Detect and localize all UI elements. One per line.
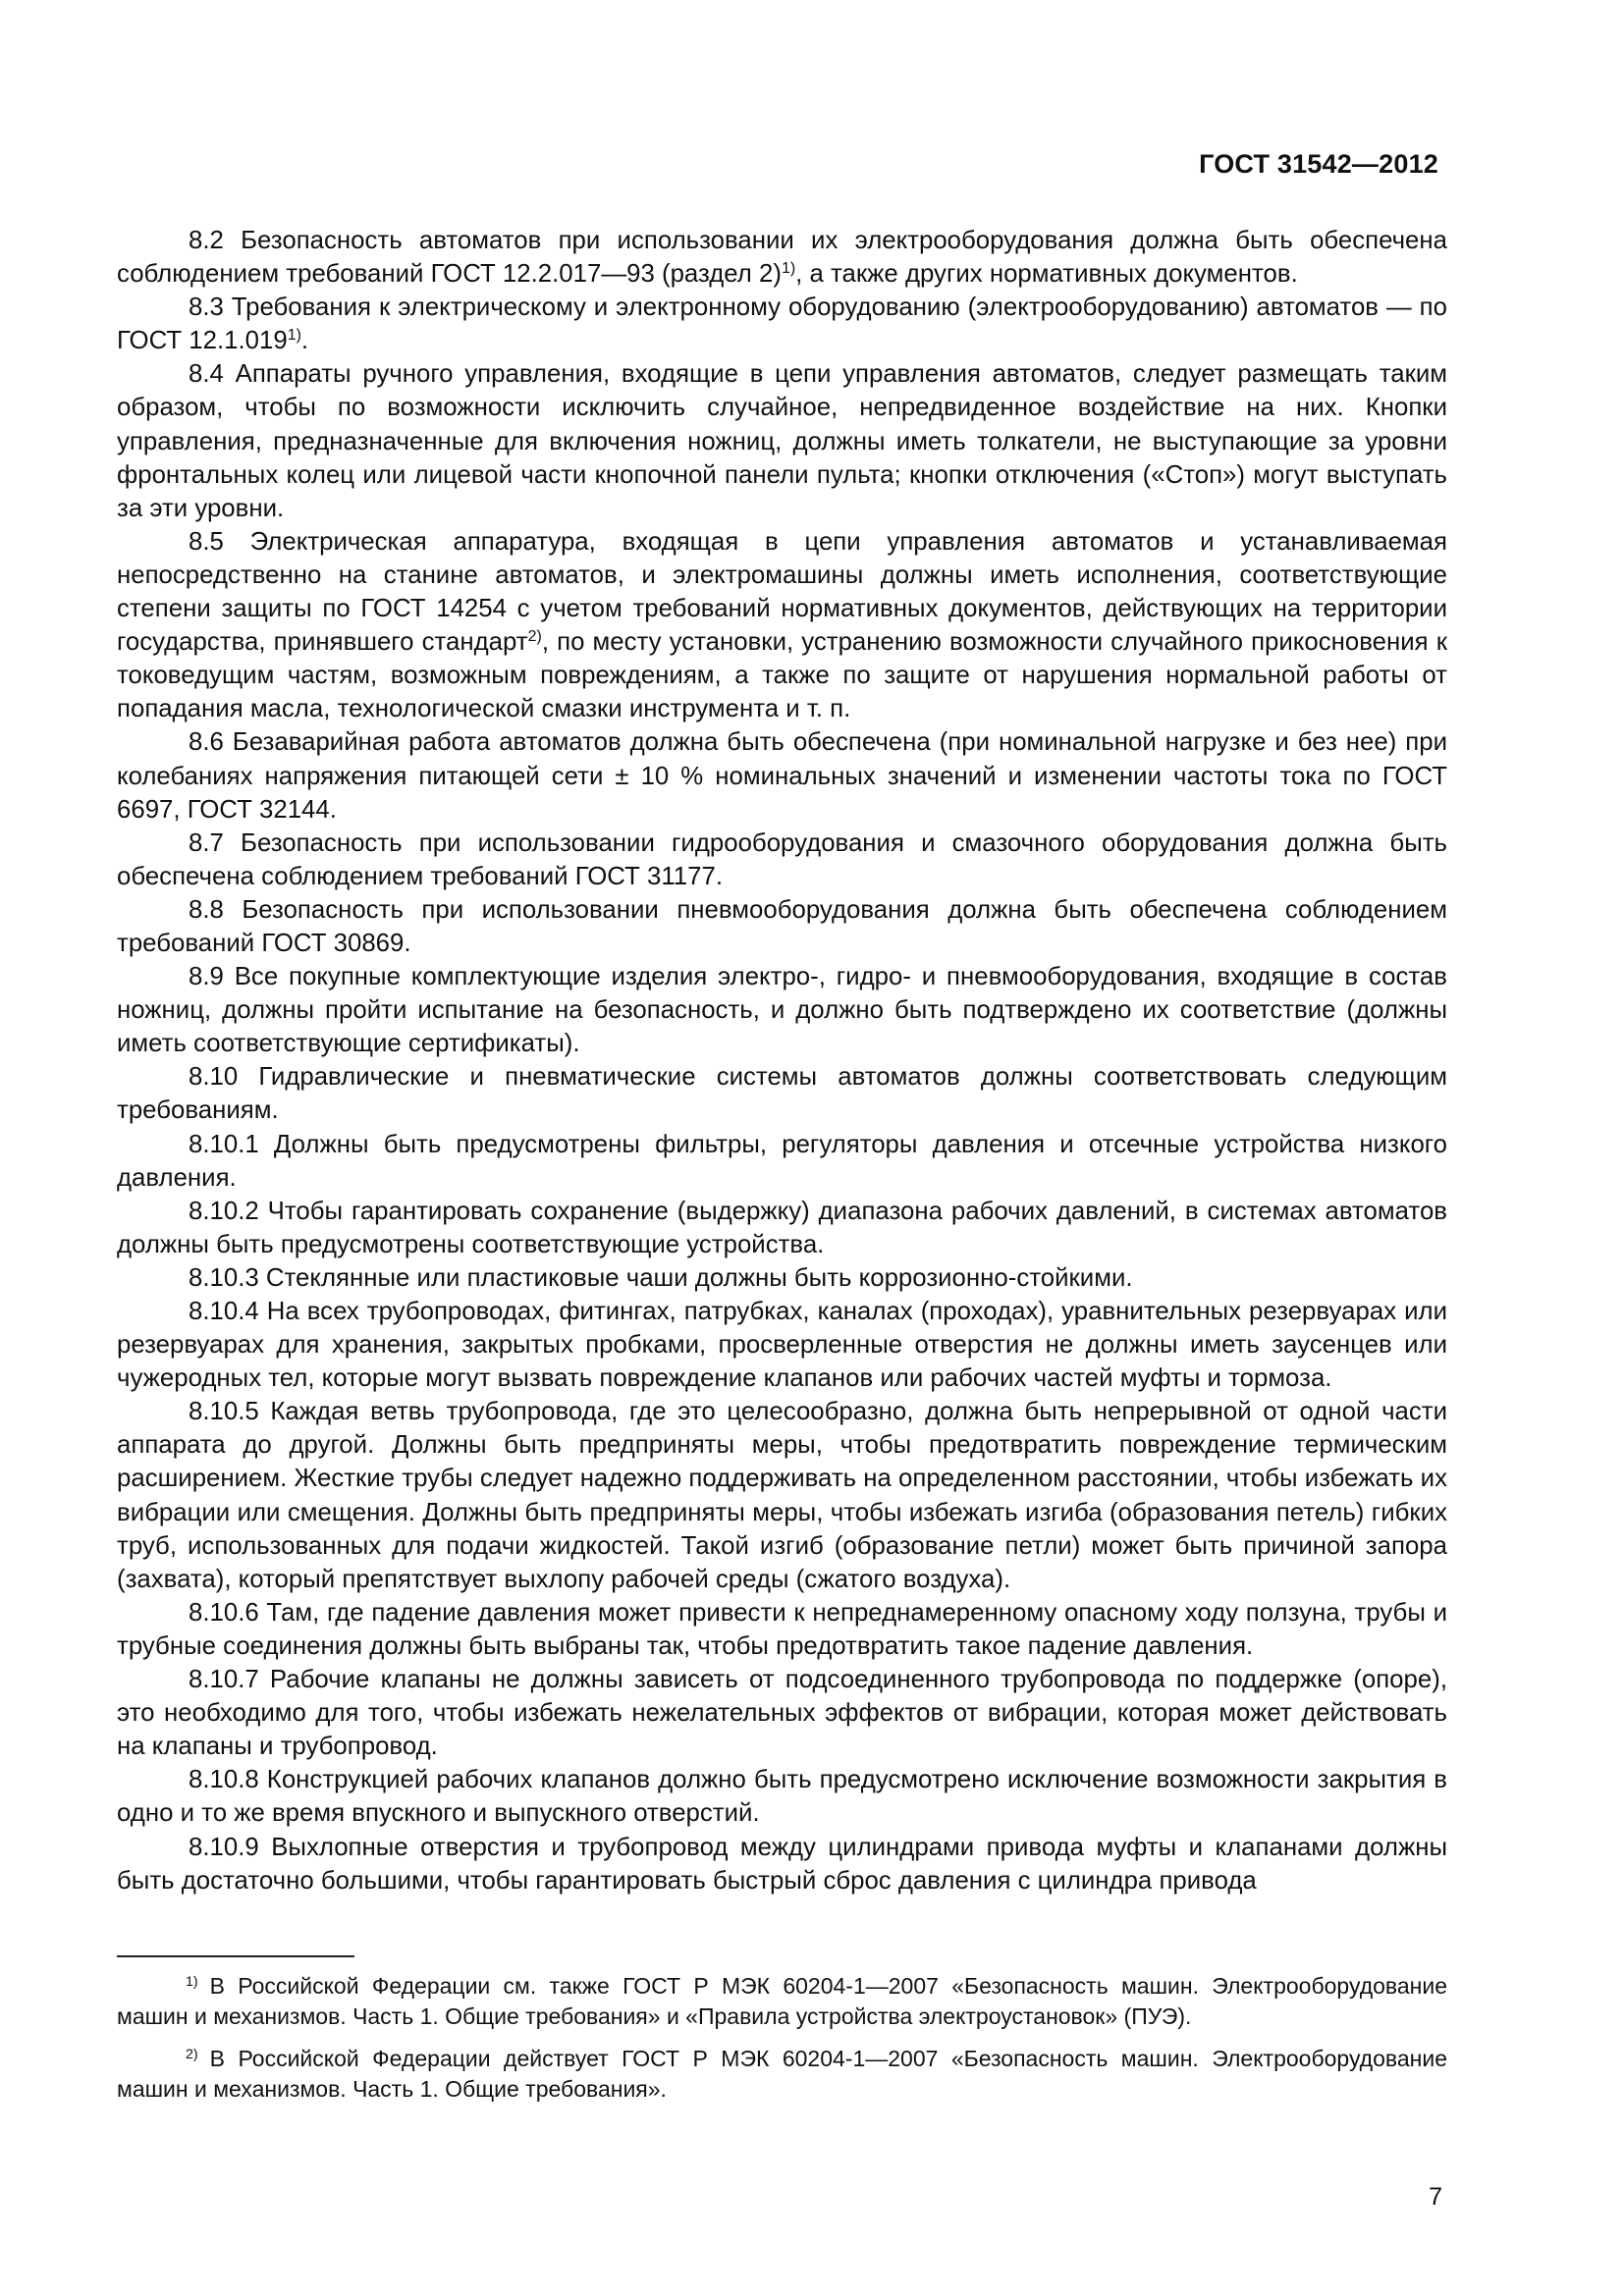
- paragraph-text: 8.6 Безаварийная работа автоматов должна быть обеспечена (при номинальной нагрузке и без нее) при колебаниях напряжения питающей сети ± 10 % номинальных значений и изменении частоты тока по ГОСТ 6697, ГОСТ 32144.: [117, 728, 1447, 824]
- footnote-2: [117, 2044, 1447, 2105]
- paragraph-8-8: [117, 893, 1447, 960]
- paragraph-8-4: [117, 357, 1447, 524]
- paragraph-text: 8.7 Безопасность при использовании гидрооборудования и смазочного оборудования должна быть обеспечена соблюдением требований ГОСТ 31177.: [117, 828, 1447, 890]
- paragraph-8-10: [117, 1060, 1447, 1127]
- paragraph-8-10-2: [117, 1195, 1447, 1261]
- paragraph-8-10-7: [117, 1663, 1447, 1763]
- paragraph-text: 8.10.1 Должны быть предусмотрены фильтры, регуляторы давления и отсечные устройства низкого давления.: [117, 1130, 1447, 1192]
- footnote-text: В Российской Федерации см. также ГОСТ Р МЭК 60204-1—2007 «Безопасность машин. Электрооборудование машин и механизмов. Часть 1. Общие требования» и «Правила устройства электроустановок» (ПУЭ).: [117, 1973, 1447, 2029]
- paragraph-text: 8.3 Требования к электрическому и электронному оборудованию (электрооборудованию) автоматов — по ГОСТ 12.1.019: [117, 294, 1447, 355]
- paragraph-text: 8.4 Аппараты ручного управления, входящие в цепи управления автоматов, следует размещать таким образом, чтобы по возможности исключить случайное, непредвиденное воздействие на них. Кнопки управления, предназначенные для включения ножниц, должны иметь толкатели, не выступающие за уровни фронтальных колец или лицевой части кнопочной панели пульта; кнопки отключения («Стоп») могут выступать за эти уровни.: [117, 360, 1447, 522]
- footnote-ref: 2): [527, 628, 542, 646]
- paragraph-8-10-6: [117, 1596, 1447, 1663]
- paragraph-text: 8.5 Электрическая аппаратура, входящая в цепи управления автоматов и устанавливаемая непосредственно на станине автоматов, и электромашины должны иметь исполнения, соответствующие степени защиты по ГОСТ 14254 с учетом требований нормативных документов, действующих на территории государства, принявшего стандарт: [117, 527, 1447, 657]
- footnote-1: [117, 1971, 1447, 2032]
- paragraph-text: 8.10.4 На всех трубопроводах, фитингах, патрубках, каналах (проходах), уравнительных резервуарах или резервуарах для хранения, закрытых пробками, просверленные отверстия не должны иметь заусенцев или чужеродных тел, которые могут вызвать повреждение клапанов или рабочих частей муфты и тормоза.: [117, 1298, 1447, 1393]
- paragraph-text: , а также других нормативных документов.: [795, 260, 1298, 289]
- paragraph-8-10-3: [117, 1261, 1447, 1295]
- paragraph-text: 8.8 Безопасность при использовании пневмооборудования должна быть обеспечена соблюдением требований ГОСТ 30869.: [117, 895, 1447, 957]
- paragraph-8-9: [117, 960, 1447, 1060]
- paragraph-text: 8.2 Безопасность автоматов при использовании их электрооборудования должна быть обеспечена соблюдением требований ГОСТ 12.2.017—93 (раздел 2): [117, 227, 1447, 289]
- footnotes: [117, 1971, 1447, 2116]
- footnote-ref: 1): [287, 327, 301, 345]
- paragraph-8-10-1: [117, 1128, 1447, 1195]
- paragraph-text: 8.10.3 Стеклянные или пластиковые чаши должны быть коррозионно-стойкими.: [189, 1263, 1133, 1292]
- paragraph-8-5: [117, 525, 1447, 726]
- body-text: [117, 224, 1447, 1897]
- footnote-text: В Российской Федерации действует ГОСТ Р МЭК 60204-1—2007 «Безопасность машин. Электрооборудование машин и механизмов. Часть 1. Общие требования».: [117, 2046, 1447, 2102]
- paragraph-text: 8.10.5 Каждая ветвь трубопровода, где это целесообразно, должна быть непрерывной от одной части аппарата до другой. Должны быть предприняты меры, чтобы предотвратить повреждение термическим расширением. Жесткие трубы следует надежно поддерживать на определенном расстоянии, чтобы избежать их вибрации или смещения. Должны быть предприняты меры, чтобы избежать изгиба (образования петель) гибких труб, использованных для подачи жидкостей. Такой изгиб (образование петли) может быть причиной запора (захвата), который препятствует выхлопу рабочей среды (сжатого воздуха).: [117, 1398, 1447, 1593]
- paragraph-text: 8.10.8 Конструкцией рабочих клапанов должно быть предусмотрено исключение возможности закрытия в одно и то же время впускного и выпускного отверстий.: [117, 1766, 1447, 1828]
- footnote-mark: 2): [186, 2047, 198, 2063]
- paragraph-8-6: [117, 725, 1447, 826]
- paragraph-text: 8.10.9 Выхлопные отверстия и трубопровод между цилиндрами привода муфты и клапанами должны быть достаточно большими, чтобы гарантировать быстрый сброс давления с цилиндра привода: [117, 1833, 1447, 1895]
- paragraph-8-10-8: [117, 1763, 1447, 1830]
- paragraph-8-10-9: [117, 1831, 1447, 1897]
- paragraph-text: 8.10 Гидравлические и пневматические системы автоматов должны соответствовать следующим требованиям.: [117, 1063, 1447, 1125]
- paragraph-text: .: [300, 327, 309, 355]
- paragraph-text: 8.10.7 Рабочие клапаны не должны зависеть от подсоединенного трубопровода по поддержке (опоре), это необходимо для того, чтобы избежать нежелательных эффектов от вибрации, которая может действовать на клапаны и трубопровод.: [117, 1666, 1447, 1761]
- footnote-ref: 1): [781, 260, 796, 278]
- page-number: 7: [1429, 2183, 1442, 2211]
- footnote-divider: [117, 1955, 354, 1957]
- document-code: ГОСТ 31542—2012: [1199, 149, 1438, 179]
- paragraph-text: 8.10.6 Там, где падение давления может привести к непреднамеренному опасному ходу ползуна, трубы и трубные соединения должны быть выбраны так, чтобы предотвратить такое падение давления.: [117, 1598, 1447, 1660]
- paragraph-text: 8.9 Все покупные комплектующие изделия электро-, гидро- и пневмооборудования, входящие в состав ножниц, должны пройти испытание на безопасность, и должно быть подтверждено их соответствие (должны иметь соответствующие сертификаты).: [117, 963, 1447, 1058]
- footnote-mark: 1): [186, 1974, 198, 1991]
- paragraph-text: 8.10.2 Чтобы гарантировать сохранение (выдержку) диапазона рабочих давлений, в системах автоматов должны быть предусмотрены соответствующие устройства.: [117, 1197, 1447, 1258]
- paragraph-8-3: [117, 291, 1447, 357]
- paragraph-text: , по месту установки, устранению возможности случайного прикосновения к токоведущим частям, возможным повреждениям, а также по защите от нарушения нормальной работы от попадания масла, технологической смазки инструмента и т. п.: [117, 628, 1447, 723]
- paragraph-8-10-5: [117, 1395, 1447, 1596]
- paragraph-8-7: [117, 827, 1447, 893]
- paragraph-8-2: [117, 224, 1447, 291]
- paragraph-8-10-4: [117, 1295, 1447, 1395]
